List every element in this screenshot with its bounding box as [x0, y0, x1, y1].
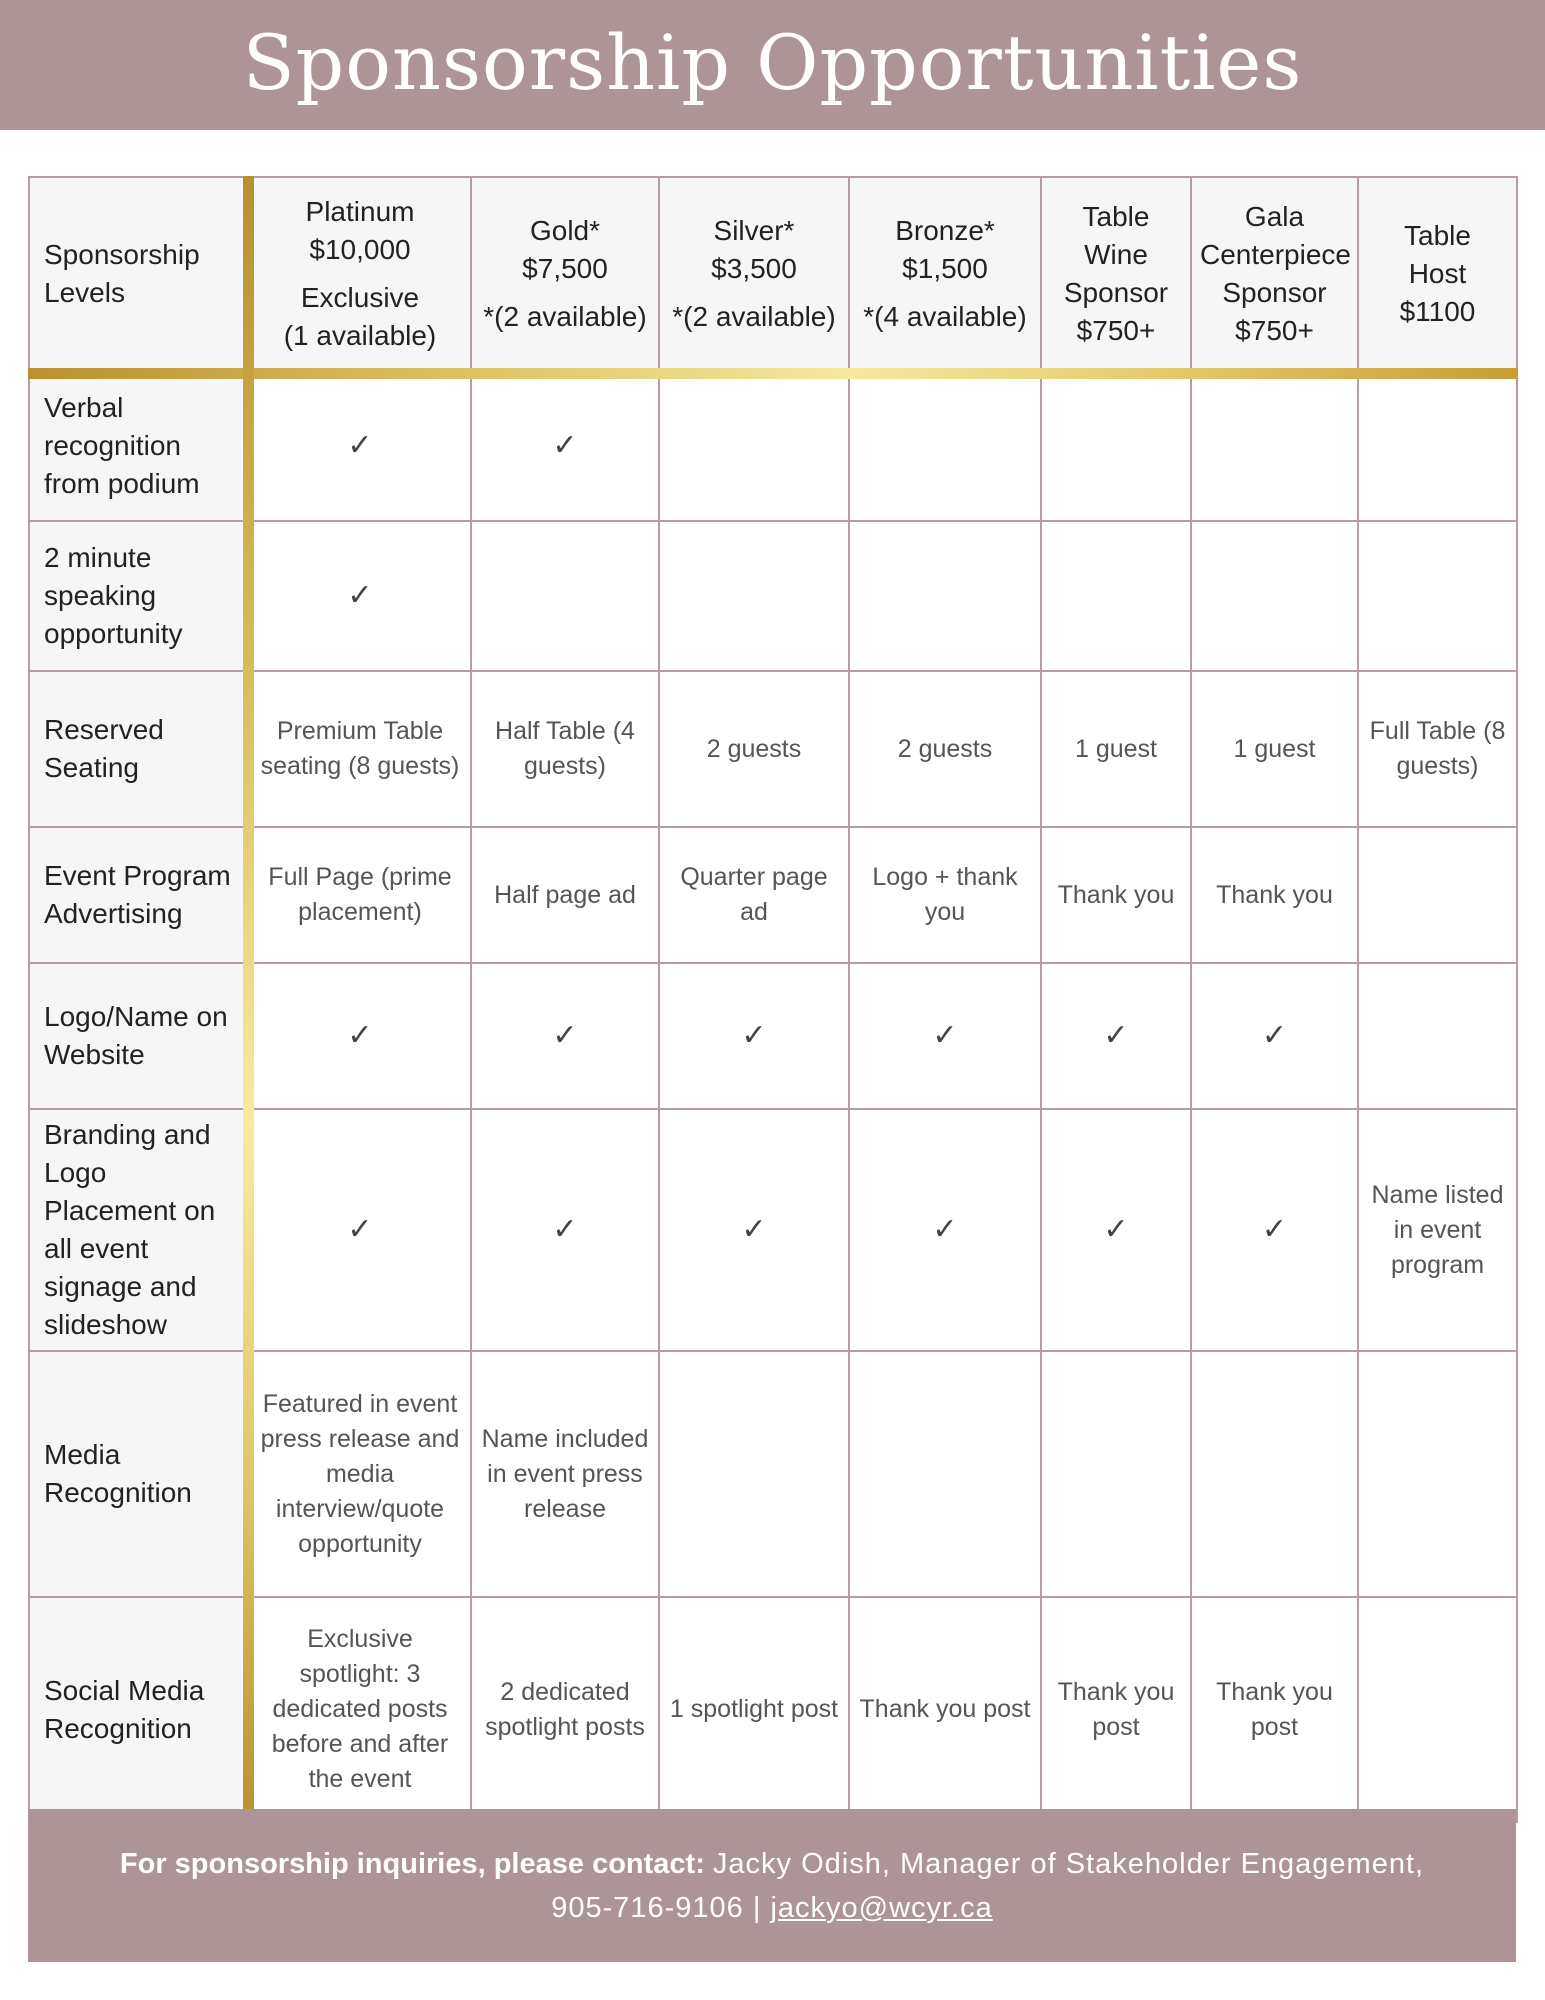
platinum-availability: (1 available) [283, 320, 437, 351]
table-cell [1358, 1597, 1517, 1822]
table-cell: 1 guest [1041, 671, 1191, 827]
table-cell [1191, 371, 1358, 521]
table-cell: 2 guests [659, 671, 849, 827]
table-cell [849, 963, 1041, 1109]
silver-availability: *(2 available) [672, 301, 836, 332]
footer-line-2 [551, 1886, 993, 1930]
table-cell [659, 1351, 849, 1597]
silver-price: $3,500 [711, 253, 797, 284]
table-cell [249, 521, 471, 671]
table-cell [1041, 371, 1191, 521]
bronze-availability: *(4 available) [863, 301, 1027, 332]
host-price: $1100 [1399, 296, 1476, 327]
gold-price: $7,500 [522, 253, 608, 284]
table-cell: Thank you [1041, 827, 1191, 963]
row-label: 2 minute speaking opportunity [29, 521, 249, 671]
column-header-silver [659, 177, 849, 371]
check-icon: ✓ [347, 427, 373, 463]
gold-divider-vertical [243, 176, 254, 1809]
platinum-name: Platinum [305, 196, 415, 227]
table-cell [659, 521, 849, 671]
table-cell: Name included in event press release [471, 1351, 659, 1597]
table-cell [471, 521, 659, 671]
footer-lead: For sponsorship inquiries, please contact: [119, 1847, 705, 1880]
table-cell [249, 963, 471, 1109]
table-cell [471, 963, 659, 1109]
table-cell [1041, 1351, 1191, 1597]
table-cell: Quarter page ad [659, 827, 849, 963]
table-cell: Featured in event press release and media interview/quote opportunity [249, 1351, 471, 1597]
table-cell: Exclusive spotlight: 3 dedicated posts before and after the event [249, 1597, 471, 1822]
check-icon: ✓ [552, 1211, 578, 1247]
table-cell [1358, 963, 1517, 1109]
page-title: Sponsorship Opportunities [242, 17, 1303, 107]
column-header-table-wine [1041, 177, 1191, 371]
check-icon: ✓ [1261, 1017, 1288, 1053]
table-cell: Full Table (8 guests) [1358, 671, 1517, 827]
column-header-platinum [249, 177, 471, 371]
table-cell [849, 1351, 1041, 1597]
table-cell: Full Page (prime placement) [249, 827, 471, 963]
silver-name: Silver* [713, 215, 795, 246]
check-icon: ✓ [1103, 1211, 1129, 1247]
host-line-2: Host [1408, 258, 1467, 289]
table-cell [1041, 963, 1191, 1109]
check-icon: ✓ [347, 577, 373, 613]
table-cell [659, 1109, 849, 1351]
title-banner [0, 0, 1545, 130]
row-label: Branding and Logo Placement on all event signage and slideshow [29, 1109, 249, 1351]
table-cell [849, 371, 1041, 521]
platinum-price: $10,000 [309, 234, 411, 265]
check-icon: ✓ [347, 1017, 373, 1053]
table-cell [849, 1109, 1041, 1351]
check-icon: ✓ [741, 1017, 767, 1053]
check-icon: ✓ [932, 1211, 958, 1247]
table-cell: Thank you post [849, 1597, 1041, 1822]
footer-contact-name: Jacky Odish, Manager of Stakeholder Engagement, [712, 1847, 1425, 1880]
table-cell: Half page ad [471, 827, 659, 963]
table-cell: Logo + thank you [849, 827, 1041, 963]
row-label: Media Recognition [29, 1351, 249, 1597]
table-cell [849, 521, 1041, 671]
table-cell [471, 1109, 659, 1351]
gala-line-2: Centerpiece [1200, 239, 1351, 270]
gold-name: Gold* [529, 215, 601, 246]
wine-line-3: Sponsor [1063, 277, 1169, 308]
column-header-gold [471, 177, 659, 371]
table-cell: Thank you post [1041, 1597, 1191, 1822]
table-cell: Half Table (4 guests) [471, 671, 659, 827]
table-cell [1358, 1351, 1517, 1597]
table-cell [659, 963, 849, 1109]
row-label: Logo/Name on Website [29, 963, 249, 1109]
check-icon: ✓ [932, 1017, 958, 1053]
table-cell [1191, 1351, 1358, 1597]
table-cell [249, 1109, 471, 1351]
table-cell: Name listed in event program [1358, 1109, 1517, 1351]
check-icon: ✓ [552, 1017, 578, 1053]
platinum-exclusive: Exclusive [300, 282, 420, 313]
table-cell: 1 spotlight post [659, 1597, 849, 1822]
table-cell [1358, 371, 1517, 521]
gold-availability: *(2 available) [483, 301, 647, 332]
corner-header [29, 177, 249, 371]
bronze-name: Bronze* [895, 215, 995, 246]
row-label: Reserved Seating [29, 671, 249, 827]
check-icon: ✓ [1261, 1211, 1288, 1247]
host-line-1: Table [1404, 220, 1471, 251]
check-icon: ✓ [347, 1211, 373, 1247]
table-cell: Thank you [1191, 827, 1358, 963]
column-header-gala-centerpiece [1191, 177, 1358, 371]
table-cell [1191, 521, 1358, 671]
gala-line-1: Gala [1244, 201, 1305, 232]
column-header-bronze [849, 177, 1041, 371]
contact-footer [28, 1809, 1516, 1962]
table-cell: 1 guest [1191, 671, 1358, 827]
corner-label: Sponsorship Levels [44, 239, 200, 308]
table-cell [1358, 521, 1517, 671]
check-icon: ✓ [1103, 1017, 1129, 1053]
column-header-table-host [1358, 177, 1517, 371]
table-cell [1041, 1109, 1191, 1351]
table-cell [1191, 1109, 1358, 1351]
footer-email-link[interactable]: jackyo@wcyr.ca [770, 1891, 993, 1924]
table-cell [1358, 827, 1517, 963]
table-cell: 2 dedicated spotlight posts [471, 1597, 659, 1822]
wine-line-2: Wine [1084, 239, 1148, 270]
row-label: Verbal recognition from podium [29, 371, 249, 521]
row-label: Social Media Recognition [29, 1597, 249, 1822]
table-cell: Premium Table seating (8 guests) [249, 671, 471, 827]
table-cell: 2 guests [849, 671, 1041, 827]
gala-price: $750+ [1235, 315, 1314, 346]
table-cell [1191, 963, 1358, 1109]
check-icon: ✓ [741, 1211, 767, 1247]
table-cell: Thank you post [1191, 1597, 1358, 1822]
table-cell [249, 371, 471, 521]
gala-line-3: Sponsor [1222, 277, 1327, 308]
row-label: Event Program Advertising [29, 827, 249, 963]
table-cell [659, 371, 849, 521]
bronze-price: $1,500 [902, 253, 988, 284]
wine-line-1: Table [1082, 201, 1150, 232]
footer-line-1 [120, 1842, 1424, 1886]
table-cell [1041, 521, 1191, 671]
check-icon: ✓ [552, 427, 578, 463]
footer-phone: 905-716-9106 | [551, 1891, 762, 1924]
table-cell [471, 371, 659, 521]
wine-price: $750+ [1076, 315, 1156, 346]
